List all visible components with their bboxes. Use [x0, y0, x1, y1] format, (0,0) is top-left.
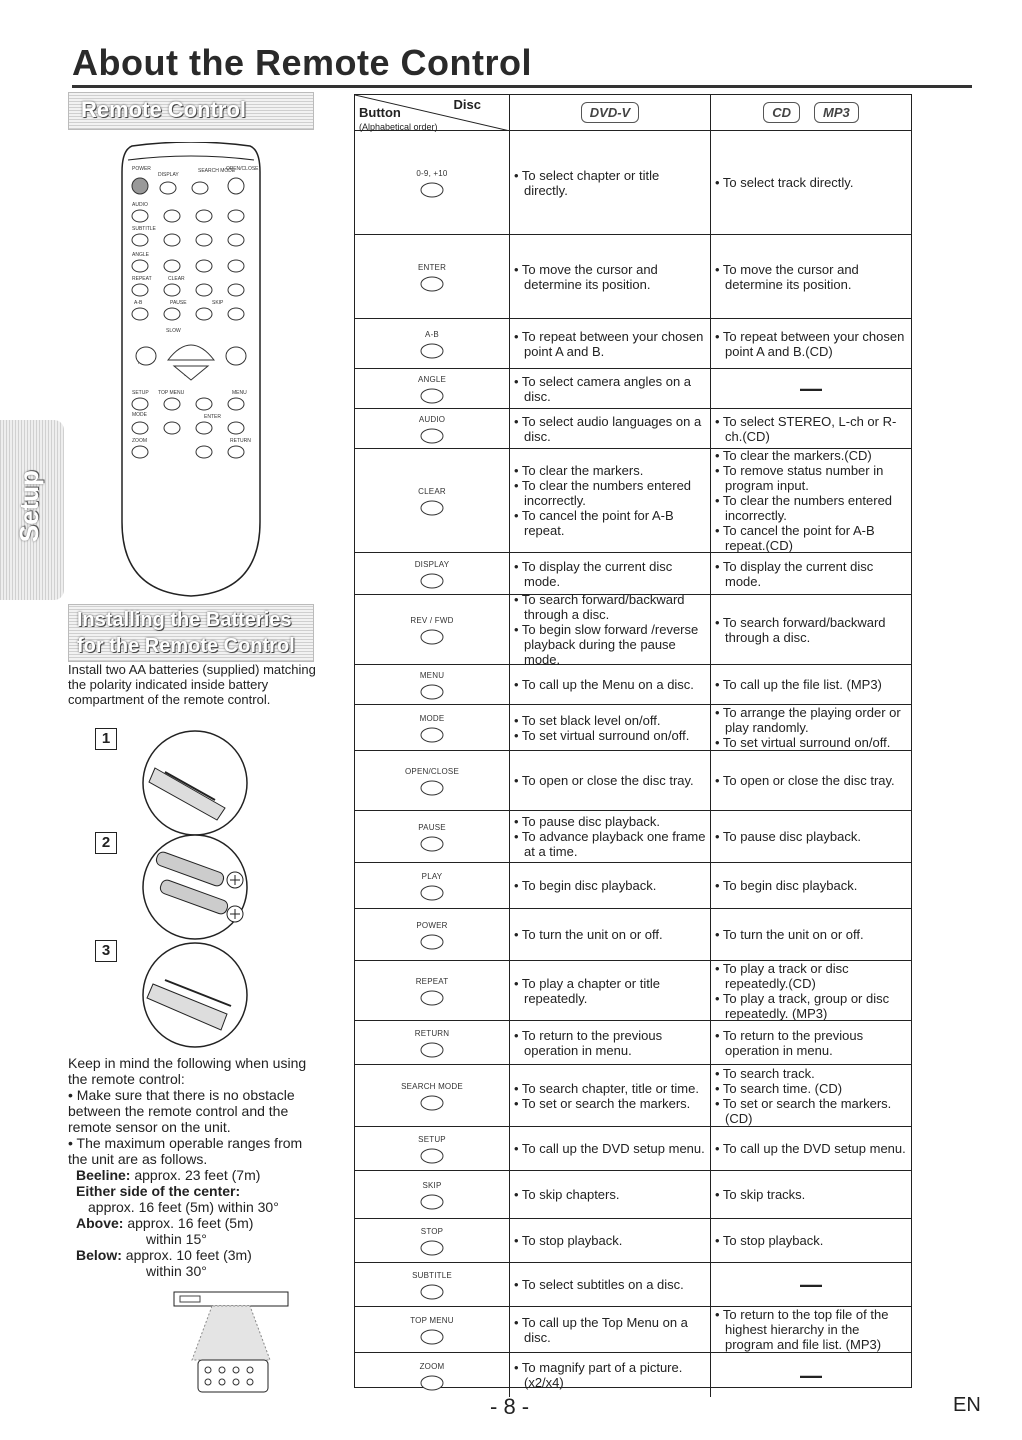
button-name-label: ENTER: [417, 263, 447, 272]
button-cell: [355, 449, 510, 552]
table-row: [355, 1307, 911, 1353]
function-text: • To open or close the disc tray.: [514, 773, 694, 788]
cd-mp3-function-cell: [711, 1065, 911, 1126]
dvd-function-cell: [510, 1307, 711, 1352]
button-name-label: ANGLE: [417, 375, 447, 384]
cd-mp3-function-cell: [711, 751, 911, 810]
button-cell: [355, 1307, 510, 1352]
dvd-function-cell: [510, 449, 711, 552]
function-text: • To cancel the point for A-B repeat.(CD): [715, 523, 875, 553]
function-text: • To select audio languages on a disc.: [514, 413, 702, 444]
function-text: • To turn the unit on or off.: [514, 927, 663, 942]
cd-mp3-function-cell: [711, 811, 911, 862]
button-cell: [355, 1065, 510, 1126]
button-name-label: ZOOM: [419, 1361, 445, 1371]
table-row: [355, 1127, 911, 1171]
below-label: Below:: [76, 1247, 122, 1263]
cd-mp3-function-cell: [711, 235, 911, 318]
cd-mp3-function-cell: [711, 449, 911, 552]
function-text: • To move the cursor and determine its position.: [715, 261, 859, 292]
remote-subtitle-label: SUBTITLE: [132, 226, 156, 232]
button-cell: [355, 369, 510, 408]
function-text: • To select chapter or title directly.: [514, 167, 660, 198]
button-cell: [355, 595, 510, 664]
dvd-function-cell: [510, 235, 711, 318]
player-range-illustration: [172, 1290, 290, 1394]
function-text: • To skip tracks.: [715, 1187, 806, 1202]
remote-open-close-label: OPEN/CLOSE: [226, 166, 259, 172]
button-name-label: PAUSE: [418, 823, 446, 832]
remote-angle-label: ANGLE: [132, 252, 149, 258]
table-row: [355, 409, 911, 449]
function-text: • To return to the top file of the highest hierarchy in the program and file list. (MP3): [715, 1307, 889, 1352]
dvd-function-cell: [510, 409, 711, 448]
function-text: • To skip chapters.: [514, 1187, 620, 1202]
button-cell: [355, 1127, 510, 1170]
battery-step-3: [95, 940, 275, 1050]
remote-skip-label: SKIP: [212, 300, 224, 306]
dvd-function-cell: [510, 592, 711, 667]
cd-mp3-function-cell: [711, 1171, 911, 1218]
header-button-label: Button: [359, 105, 401, 120]
beeline-value: approx. 23 feet (7m): [134, 1167, 261, 1183]
remote-button-icon: [419, 342, 445, 360]
cd-mp3-function-cell: [711, 369, 911, 408]
remote-button-icon: [419, 989, 445, 1007]
button-cell: [355, 1353, 510, 1397]
table-header: [355, 95, 911, 131]
remote-button-icon: [419, 572, 445, 590]
remote-button-icon: [419, 499, 445, 517]
function-text: • To search time. (CD): [715, 1080, 843, 1096]
button-cell: [355, 1021, 510, 1064]
battery-step-1-illustration: [135, 728, 255, 838]
side-value: approx. 16 feet (5m) within 30°: [88, 1199, 279, 1215]
dvd-function-cell: [510, 1065, 711, 1126]
table-row: [355, 1171, 911, 1219]
function-text: • To display the current disc mode.: [514, 558, 673, 589]
function-text: • To play a track or disc repeatedly.(CD): [715, 960, 849, 991]
table-row: [355, 961, 911, 1021]
page-title: About the Remote Control: [72, 42, 532, 83]
function-text: • To call up the Top Menu on a disc.: [514, 1314, 688, 1345]
battery-step-2-illustration: [135, 832, 255, 942]
setup-tab-label: Setup: [14, 470, 44, 543]
function-text: • To clear the markers.(CD): [715, 448, 872, 463]
function-text: • To search forward/backward through a disc.: [514, 592, 685, 622]
table-row: [355, 665, 911, 705]
table-row: [355, 1219, 911, 1263]
remote-button-icon: [419, 181, 445, 199]
cd-mp3-function-cell: [711, 961, 911, 1020]
button-name-label: PLAY: [421, 872, 443, 881]
dvd-function-cell: [510, 369, 711, 408]
table-row: [355, 1263, 911, 1307]
remote-button-icon: [419, 427, 445, 445]
function-text: • To repeat between your chosen point A and B.: [514, 328, 704, 359]
below-value: approx. 10 feet (3m): [125, 1247, 252, 1263]
table-row: [355, 235, 911, 319]
button-name-label: STOP: [420, 1227, 444, 1236]
function-text: • To stop playback.: [514, 1233, 623, 1248]
function-text: • To open or close the disc tray.: [715, 773, 895, 788]
page-number: - 8 -: [490, 1394, 530, 1419]
remote-button-icon: [419, 726, 445, 744]
function-text: • To select subtitles on a disc.: [514, 1277, 684, 1292]
section-installing-batteries: Installing the Batteries for the Remote Control: [68, 604, 314, 662]
function-text: • To begin disc playback.: [514, 878, 657, 893]
cd-mp3-function-cell: [711, 665, 911, 704]
function-text: • To begin slow forward /reverse playback during the pause mode.: [514, 622, 699, 667]
button-name-label: SETUP: [418, 1135, 446, 1144]
cd-mp3-function-cell: [711, 909, 911, 960]
dvd-function-cell: [510, 811, 711, 862]
notes-bullet-ranges: • The maximum operable ranges from the unit are as follows.: [68, 1135, 303, 1167]
table-row: [355, 909, 911, 961]
cd-logo: CD: [763, 102, 800, 123]
remote-button-icon: [419, 1374, 445, 1392]
cd-mp3-function-cell: [711, 705, 911, 750]
function-text: • To stop playback.: [715, 1233, 824, 1248]
function-text: • To remove status number in program input.: [715, 463, 884, 493]
cd-mp3-function-cell: [711, 595, 911, 664]
remote-audio-label: AUDIO: [132, 202, 148, 208]
button-cell: [355, 811, 510, 862]
button-cell: [355, 665, 510, 704]
remote-button-icon: [419, 628, 445, 646]
usage-notes: [68, 1055, 318, 1279]
function-text: • To return to the previous operation in menu.: [514, 1027, 663, 1058]
table-row: [355, 1021, 911, 1065]
button-cell: [355, 1171, 510, 1218]
dvd-function-cell: [510, 319, 711, 368]
remote-button-icon: [419, 835, 445, 853]
button-name-label: MODE: [419, 714, 445, 723]
header-cd-mp3-cell: [711, 95, 911, 130]
above-label: Above:: [76, 1215, 124, 1231]
function-text: • To pause disc playback.: [715, 829, 861, 844]
button-cell: [355, 235, 510, 318]
dvd-function-cell: [510, 1219, 711, 1262]
remote-button-icon: [419, 683, 445, 701]
dvd-function-cell: [510, 1127, 711, 1170]
function-text: • To select track directly.: [715, 175, 854, 190]
remote-button-icon: [419, 779, 445, 797]
table-row: [355, 863, 911, 909]
beeline-label: Beeline:: [76, 1167, 131, 1183]
remote-button-icon: [419, 884, 445, 902]
remote-display-label: DISPLAY: [158, 172, 179, 178]
function-text: • To clear the numbers entered incorrectly.: [715, 493, 893, 523]
mp3-logo: MP3: [814, 102, 859, 123]
remote-slow-label: SLOW: [166, 328, 181, 334]
dvd-function-cell: [510, 961, 711, 1020]
function-text: • To call up the file list. (MP3): [715, 677, 882, 692]
table-row: [355, 811, 911, 863]
button-cell: [355, 961, 510, 1020]
remote-button-icon: [419, 1283, 445, 1301]
header-dvd-cell: [510, 95, 711, 130]
table-row: [355, 705, 911, 751]
remote-repeat-label: REPEAT: [132, 276, 152, 282]
function-text: • To return to the previous operation in menu.: [715, 1027, 864, 1058]
step-number: 3: [95, 940, 117, 962]
function-text: • To repeat between your chosen point A and B.(CD): [715, 328, 905, 359]
remote-pause-label: PAUSE: [170, 300, 187, 306]
remote-return-label: RETURN: [230, 438, 251, 444]
dvd-function-cell: [510, 665, 711, 704]
remote-button-icon: [419, 1041, 445, 1059]
remote-top-menu-label: TOP MENU: [158, 390, 185, 396]
dvd-function-cell: [510, 863, 711, 908]
notes-bullet-obstacle: • Make sure that there is no obstacle between the remote control and the remote sensor on the unit.: [68, 1087, 295, 1135]
remote-control-illustration: [118, 142, 264, 598]
button-cell: [355, 863, 510, 908]
button-name-label: A-B: [425, 330, 439, 339]
function-text: • To turn the unit on or off.: [715, 927, 864, 942]
remote-button-icon: [419, 1328, 445, 1346]
button-function-table: [354, 94, 912, 1388]
cd-mp3-function-cell: [711, 1021, 911, 1064]
button-name-label: OPEN/CLOSE: [404, 767, 459, 776]
notes-intro: Keep in mind the following when using the remote control:: [68, 1055, 307, 1087]
below-angle: within 30°: [146, 1263, 207, 1279]
cd-mp3-function-cell: [711, 319, 911, 368]
remote-button-icon: [419, 275, 445, 293]
function-text: • To cancel the point for A-B repeat.: [514, 508, 674, 538]
function-text: • To play a track, group or disc repeatedly. (MP3): [715, 990, 890, 1021]
function-text: • To call up the DVD setup menu.: [715, 1141, 906, 1156]
above-angle: within 15°: [146, 1231, 207, 1247]
function-text: • To search forward/backward through a disc.: [715, 614, 886, 645]
function-text: • To select camera angles on a disc.: [514, 373, 692, 404]
button-name-label: POWER: [416, 921, 448, 930]
table-row: [355, 1065, 911, 1127]
button-cell: [355, 553, 510, 594]
cd-mp3-function-cell: [711, 553, 911, 594]
header-button-cell: [355, 95, 510, 130]
table-row: [355, 319, 911, 369]
dvd-function-cell: [510, 705, 711, 750]
language-code: EN: [953, 1394, 981, 1416]
function-text: • To set black level on/off.: [514, 712, 661, 728]
button-name-label: MENU: [419, 671, 445, 680]
dvd-function-cell: [510, 1171, 711, 1218]
button-name-label: CLEAR: [418, 487, 446, 496]
table-row: [355, 449, 911, 553]
function-text: • To clear the markers.: [514, 463, 644, 478]
button-name-label: REV / FWD: [410, 616, 454, 625]
button-name-label: SKIP: [422, 1181, 442, 1190]
cd-mp3-function-cell: [711, 131, 911, 234]
button-name-label: AUDIO: [418, 415, 446, 424]
function-text: • To call up the Menu on a disc.: [514, 677, 694, 692]
cd-mp3-function-cell: [711, 409, 911, 448]
function-text: • To set or search the markers. (CD): [715, 1095, 892, 1126]
function-text: • To set virtual surround on/off.: [514, 727, 690, 743]
function-text: • To search track.: [715, 1065, 815, 1081]
button-name-label: TOP MENU: [410, 1316, 454, 1325]
remote-button-icon: [419, 1193, 445, 1211]
cd-mp3-function-cell: [711, 1219, 911, 1262]
function-text: • To search chapter, title or time.: [514, 1080, 699, 1096]
function-text: • To call up the DVD setup menu.: [514, 1141, 705, 1156]
battery-step-2: [95, 832, 275, 942]
button-name-label: SUBTITLE: [412, 1271, 452, 1280]
battery-step-3-illustration: [135, 940, 255, 1050]
remote-mode-label: MODE: [132, 412, 147, 418]
remote-power-label: POWER: [132, 166, 151, 172]
table-row: [355, 1353, 911, 1397]
button-name-label: DISPLAY: [414, 560, 450, 569]
battery-step-1: [95, 728, 275, 838]
button-cell: [355, 1219, 510, 1262]
button-name-label: RETURN: [414, 1029, 450, 1038]
remote-menu-label: MENU: [232, 390, 247, 396]
cd-mp3-function-cell: [711, 1353, 911, 1397]
button-cell: [355, 131, 510, 234]
function-text: • To move the cursor and determine its position.: [514, 261, 658, 292]
table-row: [355, 751, 911, 811]
button-name-label: 0-9, +10: [416, 169, 448, 178]
header-disc-label: Disc: [453, 97, 481, 112]
setup-side-tab: [0, 420, 64, 600]
button-cell: [355, 909, 510, 960]
button-cell: [355, 1263, 510, 1306]
button-cell: [355, 705, 510, 750]
table-row: [355, 553, 911, 595]
install-instructions: Install two AA batteries (supplied) matching the polarity indicated inside battery compartment of the remote control.: [68, 662, 316, 707]
function-text: • To magnify part of a picture. (x2/x4): [514, 1360, 683, 1390]
function-text: • To advance playback one frame at a time.: [514, 829, 706, 859]
dvd-video-logo: DVD-V: [581, 102, 639, 123]
function-text: —: [800, 1362, 822, 1388]
table-row: [355, 369, 911, 409]
remote-zoom-label: ZOOM: [132, 438, 147, 444]
dvd-function-cell: [510, 553, 711, 594]
function-text: • To clear the numbers entered incorrectly.: [514, 478, 692, 508]
function-text: —: [800, 1272, 822, 1297]
function-text: —: [800, 376, 822, 401]
dvd-function-cell: [510, 1353, 711, 1397]
dvd-function-cell: [510, 751, 711, 810]
dvd-function-cell: [510, 131, 711, 234]
cd-mp3-function-cell: [711, 1263, 911, 1306]
above-value: approx. 16 feet (5m): [127, 1215, 254, 1231]
function-text: • To display the current disc mode.: [715, 558, 874, 589]
remote-button-icon: [419, 1239, 445, 1257]
side-label: Either side of the center:: [76, 1183, 241, 1199]
function-text: • To pause disc playback.: [514, 814, 660, 829]
dvd-function-cell: [510, 1021, 711, 1064]
title-rule: [72, 85, 972, 88]
header-diagonal: [355, 95, 510, 131]
cd-mp3-function-cell: [711, 1307, 911, 1352]
function-text: • To set virtual surround on/off.: [715, 735, 891, 750]
table-row: [355, 592, 911, 667]
function-text: • To set or search the markers.: [514, 1095, 691, 1111]
remote-button-icon: [419, 933, 445, 951]
remote-clear-label: CLEAR: [168, 276, 185, 282]
button-cell: [355, 751, 510, 810]
remote-setup-label: SETUP: [132, 390, 149, 396]
remote-button-icon: [419, 387, 445, 405]
function-text: • To select STEREO, L-ch or R-ch.(CD): [715, 413, 897, 444]
header-order-label: (Alphabetical order): [359, 122, 438, 132]
remote-button-icon: [419, 1147, 445, 1165]
dvd-function-cell: [510, 909, 711, 960]
remote-enter-label: ENTER: [204, 414, 221, 420]
button-cell: [355, 409, 510, 448]
step-number: 1: [95, 728, 117, 750]
function-text: • To begin disc playback.: [715, 878, 858, 893]
remote-search-mode-label: SEARCH MODE: [198, 168, 236, 174]
button-name-label: SEARCH MODE: [401, 1082, 463, 1091]
table-row: [355, 131, 911, 235]
dvd-function-cell: [510, 1263, 711, 1306]
function-text: • To arrange the playing order or play randomly.: [715, 705, 901, 735]
remote-ab-label: A-B: [134, 300, 143, 306]
cd-mp3-function-cell: [711, 863, 911, 908]
step-number: 2: [95, 832, 117, 854]
button-cell: [355, 319, 510, 368]
cd-mp3-function-cell: [711, 1127, 911, 1170]
function-text: • To play a chapter or title repeatedly.: [514, 975, 660, 1006]
button-name-label: REPEAT: [415, 977, 449, 986]
remote-button-icon: [419, 1094, 445, 1112]
section-remote-control: Remote Control: [68, 92, 314, 130]
